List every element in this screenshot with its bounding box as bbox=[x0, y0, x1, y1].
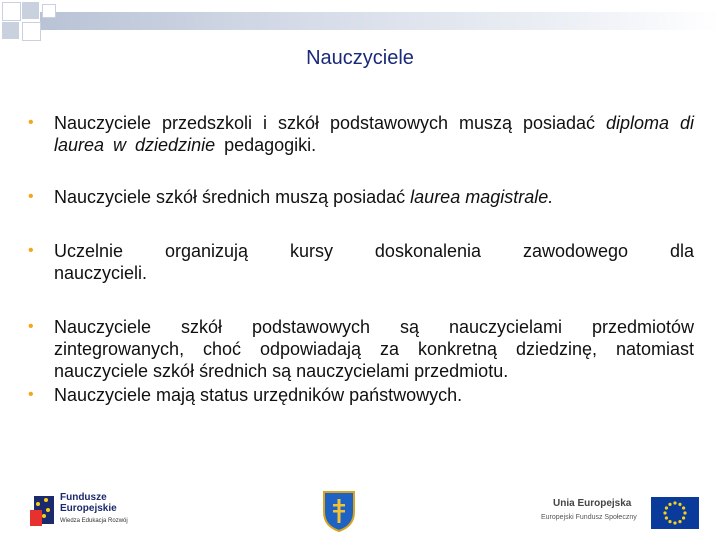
funds-logo-sub: Wiedza Edukacja Rozwój bbox=[60, 518, 128, 524]
bullet-list bbox=[26, 108, 694, 406]
list-item bbox=[26, 112, 694, 156]
funds-logo-line2: Europejskie bbox=[60, 503, 117, 514]
coat-of-arms-icon bbox=[322, 490, 356, 537]
list-item bbox=[26, 240, 694, 284]
list-item bbox=[26, 384, 694, 406]
eu-label: Unia Europejska bbox=[553, 498, 632, 509]
bullet-icon: • bbox=[28, 386, 34, 403]
list-item bbox=[26, 186, 694, 208]
footer-logos bbox=[0, 480, 720, 540]
funds-logo-line1: Fundusze bbox=[60, 492, 107, 503]
bullet-text-italic: laurea magistrale. bbox=[410, 187, 554, 207]
corner-squares-decoration bbox=[0, 0, 60, 46]
bullet-text-part: Nauczyciele przedszkoli i szkół podstawowych muszą posiadać bbox=[54, 113, 606, 133]
bullet-text: Nauczyciele mają status urzędników państwowych. bbox=[54, 385, 463, 405]
bullet-text bbox=[54, 113, 694, 155]
bullet-text-part: Nauczyciele szkół średnich muszą posiadać bbox=[54, 187, 411, 207]
bullet-text-italic: diploma di laurea w dziedzinie bbox=[54, 113, 694, 155]
page-title: Nauczyciele bbox=[306, 47, 414, 69]
header-band bbox=[40, 12, 720, 30]
funds-logo-text bbox=[60, 492, 117, 514]
bullet-text-line: Uczelnie organizują kursy doskonalenia zawodowego dla bbox=[54, 241, 694, 261]
funds-star-icon bbox=[28, 488, 58, 528]
bullet-text: Nauczyciele szkół podstawowych są nauczycielami przedmiotów zintegrowanych, choć odpowiadają za konkretną dziedzinę, natomiast nauczyciele szkół średnich są nauczycielami przedmiotu. bbox=[54, 317, 694, 381]
bullet-text-part: pedagogiki. bbox=[215, 135, 317, 155]
eu-flag-icon bbox=[651, 497, 699, 534]
bullet-icon: • bbox=[28, 114, 34, 131]
bullet-icon: • bbox=[28, 318, 34, 335]
bullet-icon: • bbox=[28, 242, 34, 259]
bullet-text-line: nauczycieli. bbox=[54, 263, 148, 283]
eu-sub-label: Europejski Fundusz Społeczny bbox=[541, 514, 637, 521]
bullet-icon: • bbox=[28, 188, 34, 205]
list-item bbox=[26, 316, 694, 382]
